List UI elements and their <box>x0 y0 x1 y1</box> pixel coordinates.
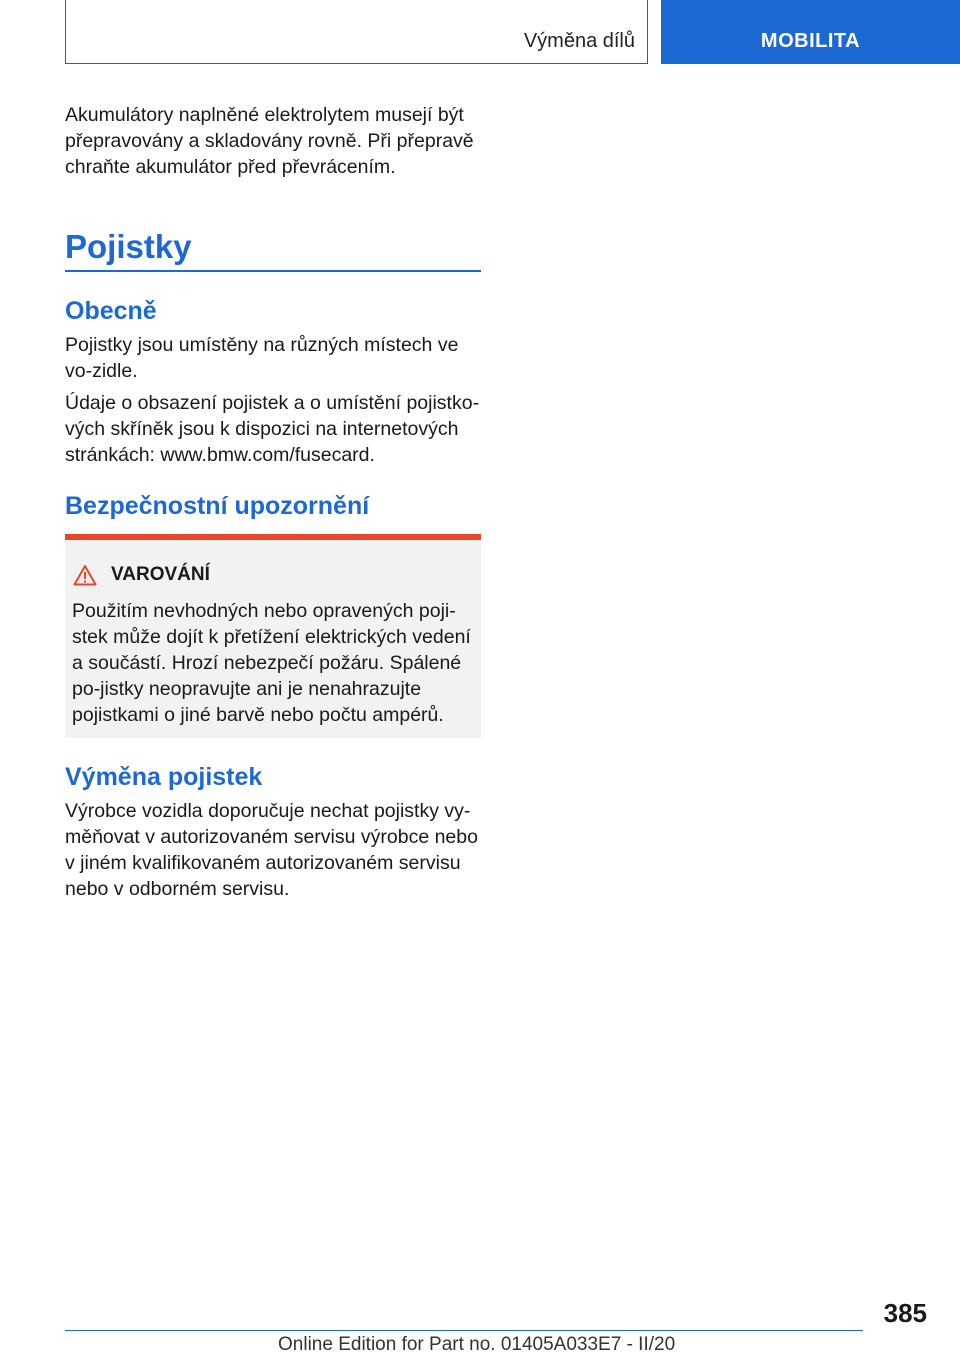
general-section <box>65 297 481 468</box>
replace-paragraph: Výrobce vozidla doporučuje nechat pojistky vy-měňovat v autorizovaném servisu výrobce nebo v jiném kvalifikovaném autorizovaném servisu nebo v odborném servisu. <box>65 800 478 900</box>
intro-block <box>65 102 481 180</box>
footer-edition: Online Edition for Part no. 01405A033E7 - II/20 <box>278 1334 676 1355</box>
warning-text: Použitím nevhodných nebo opravených poji-stek může dojít k přetížení elektrických vedení a součástí. Hrozí nebezpečí požáru. Spálené po-jistky neopravujte ani je nenahrazujte pojistkami o jiné barvě nebo počtu ampérů. <box>72 600 471 726</box>
safety-section <box>65 492 481 521</box>
general-paragraph-1: Pojistky jsou umístěny na různých místech ve vo-zidle. <box>65 334 459 382</box>
footer-rule <box>65 1330 863 1331</box>
heading-rule <box>65 270 481 272</box>
replace-section <box>65 763 481 902</box>
safety-title: Bezpečnostní upozornění <box>65 492 370 520</box>
intro-paragraph: Akumulátory naplněné elektrolytem musejí být přepravovány a skladovány rovně. Při přepravě chraňte akumulátor před převrácením. <box>65 104 474 178</box>
section-tab: MOBILITA <box>661 0 960 64</box>
general-paragraph-2: Údaje o obsazení pojistek a o umístění pojistko-vých skříněk jsou k dispozici na internetových stránkách: www.bmw.com/fusecard. <box>65 392 480 466</box>
warning-triangle-icon <box>73 564 97 586</box>
header-chapter-box <box>65 0 648 64</box>
warning-label: VAROVÁNÍ <box>111 564 210 585</box>
replace-title: Výměna pojistek <box>65 763 263 791</box>
warning-box <box>65 534 481 738</box>
page-number: 385 <box>883 1298 927 1328</box>
general-title: Obecně <box>65 297 157 325</box>
chapter-title: Výměna dílů <box>523 30 635 52</box>
warning-header <box>73 564 210 586</box>
page-heading: Pojistky <box>65 228 192 265</box>
